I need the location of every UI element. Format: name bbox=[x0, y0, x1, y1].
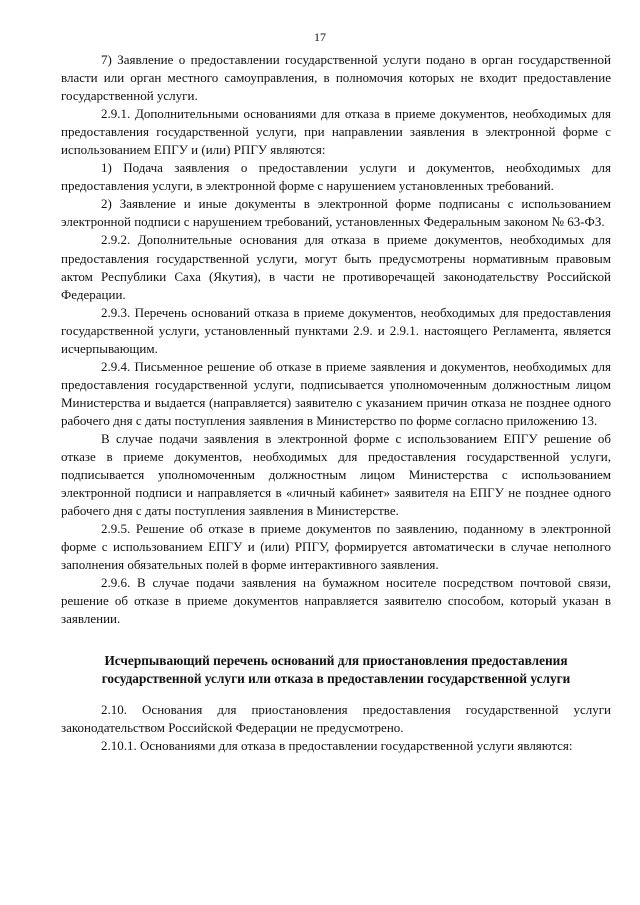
paragraph-2-9-1: 2.9.1. Дополнительными основаниями для отказа в приеме документов, необходимых для предоставления государственной услуги, при направлении заявления в электронной форме с использованием ЕПГУ и (или) РПГУ являются: bbox=[61, 106, 611, 158]
paragraph-2-10: 2.10. Основания для приостановления предоставления государственной услуги законодательством Российской Федерации не предусмотрено. bbox=[61, 701, 611, 735]
paragraph-2-9-4-epgu: В случае подачи заявления в электронной форме с использованием ЕПГУ решение об отказе в приеме документов, необходимых для предоставления государственной услуги, подписывается уполномоченным должностным лицом Министерства с использованием электронной подписи и направляется в «личный кабинет» заявителя на ЕПГУ не позднее одного рабочего дня с даты поступления заявления в Министерстве. bbox=[61, 430, 611, 519]
paragraph-2-10-1: 2.10.1. Основаниями для отказа в предоставлении государственной услуги являются: bbox=[101, 737, 573, 753]
paragraph-2-9-2: 2.9.2. Дополнительные основания для отказа в приеме документов, необходимых для предоставления государственной услуги, могут быть предусмотрены нормативным правовым актом Республики Саха (Якутия), в части не противоречащей законодательству Российской Федерации. bbox=[61, 232, 611, 302]
paragraph-2-9-4: 2.9.4. Письменное решение об отказе в приеме заявления и документов, необходимых для предоставления государственной услуги, подписывается уполномоченным должностным лицом Министерства и выдается (направляется) заявителю с указанием причин отказа не позднее одного рабочего дня с даты поступления заявления в Министерство по форме согласно приложению 13. bbox=[61, 358, 611, 428]
paragraph-2-9-6: 2.9.6. В случае подачи заявления на бумажном носителе посредством почтовой связи, решение об отказе в приеме документов направляется заявителю способом, который указан в заявлении. bbox=[61, 575, 611, 627]
document-body bbox=[61, 51, 611, 755]
paragraph-2-9-5: 2.9.5. Решение об отказе в приеме документов по заявлению, поданному в электронной форме с использованием ЕПГУ и (или) РПГУ, формируется автоматически в случае неполного заполнения обязательных полей в форме интерактивного заявления. bbox=[61, 521, 611, 573]
paragraph-2-9-1-item-2: 2) Заявление и иные документы в электронной форме подписаны с использованием электронной подписи с нарушением требований, установленных Федеральным законом № 63-ФЗ. bbox=[61, 196, 611, 230]
paragraph-item-7: 7) Заявление о предоставлении государственной услуги подано в орган государственной власти или орган местного самоуправления, в полномочия которых не входит предоставление государственной услуги. bbox=[61, 52, 611, 104]
section-heading: Исчерпывающий перечень оснований для приостановления предоставления государственной услуги или отказа в предоставлении государственной услуги bbox=[101, 652, 571, 686]
paragraph-2-9-3: 2.9.3. Перечень оснований отказа в приеме документов, необходимых для предоставления государственной услуги, установленный пунктами 2.9. и 2.9.1. настоящего Регламента, является исчерпывающим. bbox=[61, 304, 611, 356]
paragraph-2-9-1-item-1: 1) Подача заявления о предоставлении услуги и документов, необходимых для предоставления услуги, в электронной форме с нарушением установленных требований. bbox=[61, 160, 611, 194]
page-number: 17 bbox=[314, 30, 326, 44]
